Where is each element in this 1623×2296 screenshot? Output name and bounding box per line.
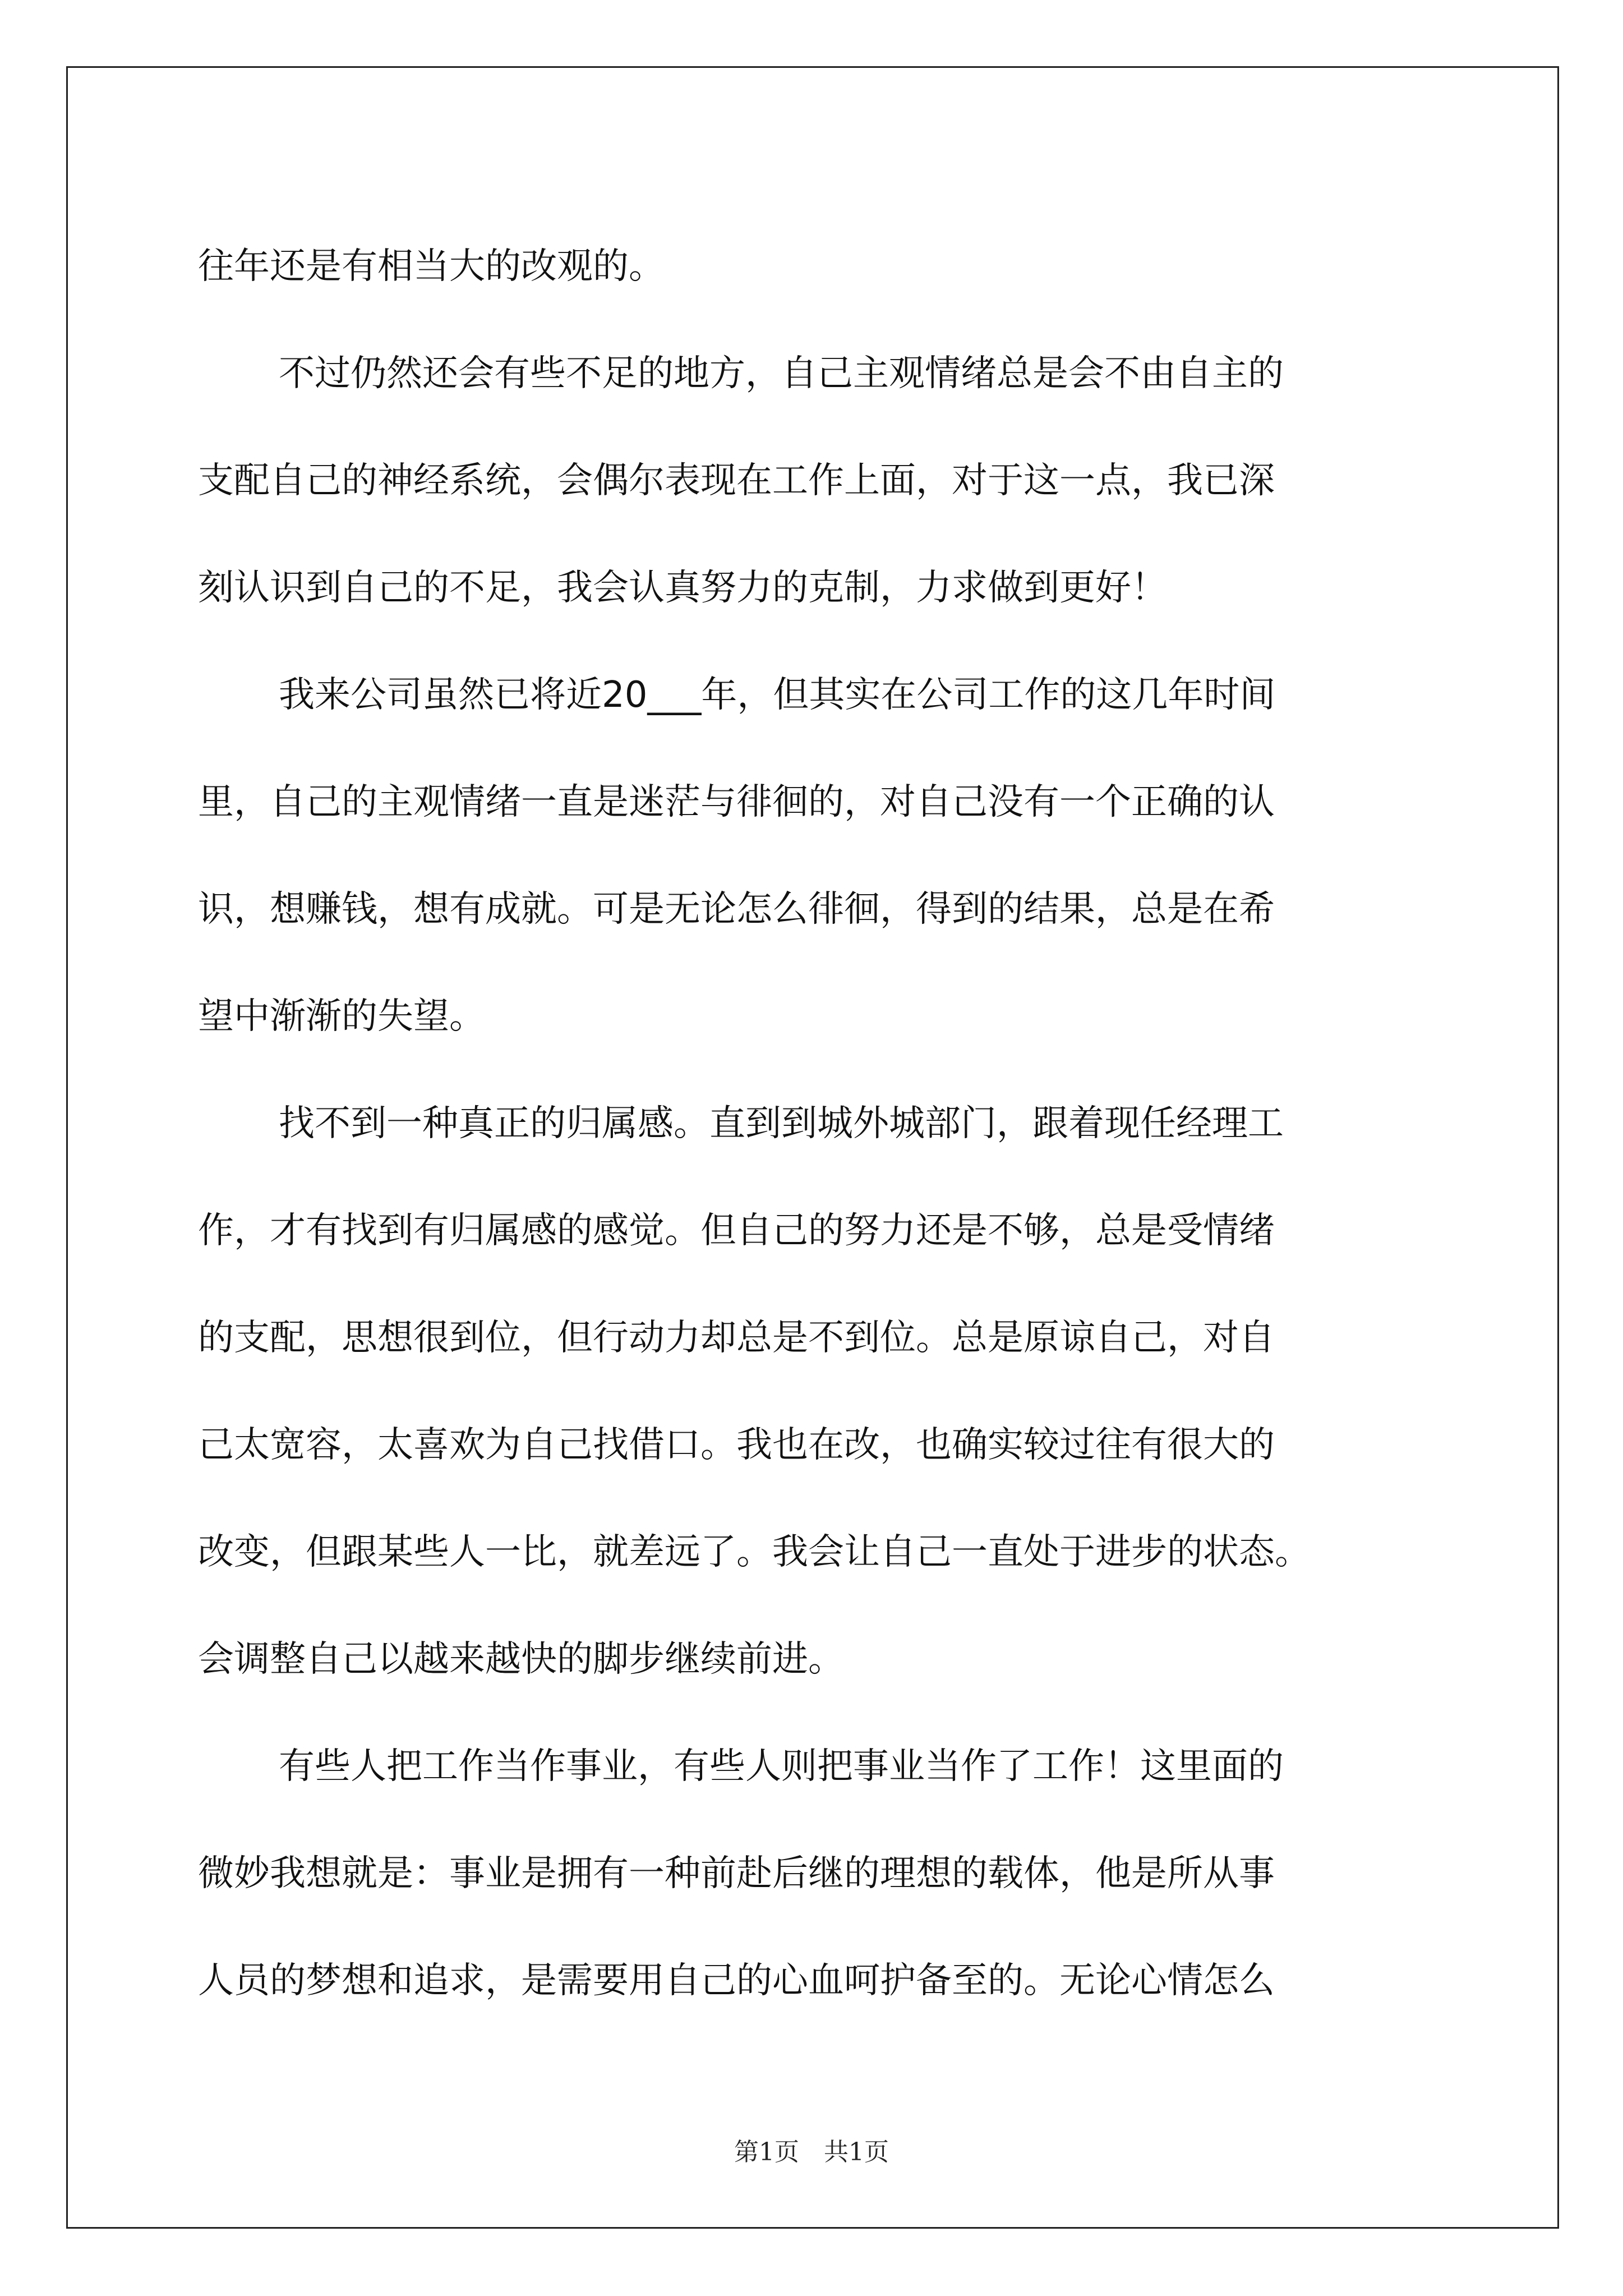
text-line: 己太宽容，太喜欢为自己找借口。我也在改，也确实较过往有很大的 (198, 1424, 1275, 1466)
paragraph-start-line: 不过仍然还会有些不足的地方，自己主观情绪总是会不由自主的 (279, 353, 1284, 394)
text-line: 往年还是有相当大的改观的。 (198, 246, 665, 287)
page-number-footer: 第1页 共1页 (734, 2138, 889, 2166)
text-line: 识，想赚钱，想有成就。可是无论怎么徘徊，得到的结果，总是在希 (198, 889, 1275, 930)
text-line: 支配自己的神经系统，会偶尔表现在工作上面，对于这一点，我已深 (198, 460, 1275, 501)
text-line: 望中渐渐的失望。 (198, 996, 485, 1037)
text-line: 人员的梦想和追求，是需要用自己的心血呵护备至的。无论心情怎么 (198, 1960, 1275, 2001)
text-line: 里，自己的主观情绪一直是迷茫与徘徊的，对自己没有一个正确的认 (198, 781, 1275, 823)
text-line: 改变，但跟某些人一比，就差远了。我会让自己一直处于进步的状态。 (198, 1531, 1311, 1573)
text-line: 刻认识到自己的不足，我会认真努力的克制，力求做到更好！ (198, 567, 1167, 609)
text-line: 的支配，思想很到位，但行动力却总是不到位。总是原谅自己，对自 (198, 1317, 1275, 1359)
text-line: 作，才有找到有归属感的感觉。但自己的努力还是不够，总是受情绪 (198, 1210, 1275, 1251)
paragraph-start-line: 我来公司虽然已将近20___年，但其实在公司工作的这几年时间 (279, 674, 1276, 716)
paragraph-start-line: 找不到一种真正的归属感。直到到城外城部门，跟着现任经理工 (279, 1103, 1284, 1144)
paragraph-start-line: 有些人把工作当作事业，有些人则把事业当作了工作！这里面的 (279, 1746, 1284, 1787)
text-line: 会调整自己以越来越快的脚步继续前进。 (198, 1639, 844, 1680)
text-line: 微妙我想就是：事业是拥有一种前赴后继的理想的载体，他是所从事 (198, 1853, 1275, 1894)
document-body (198, 213, 1432, 2035)
